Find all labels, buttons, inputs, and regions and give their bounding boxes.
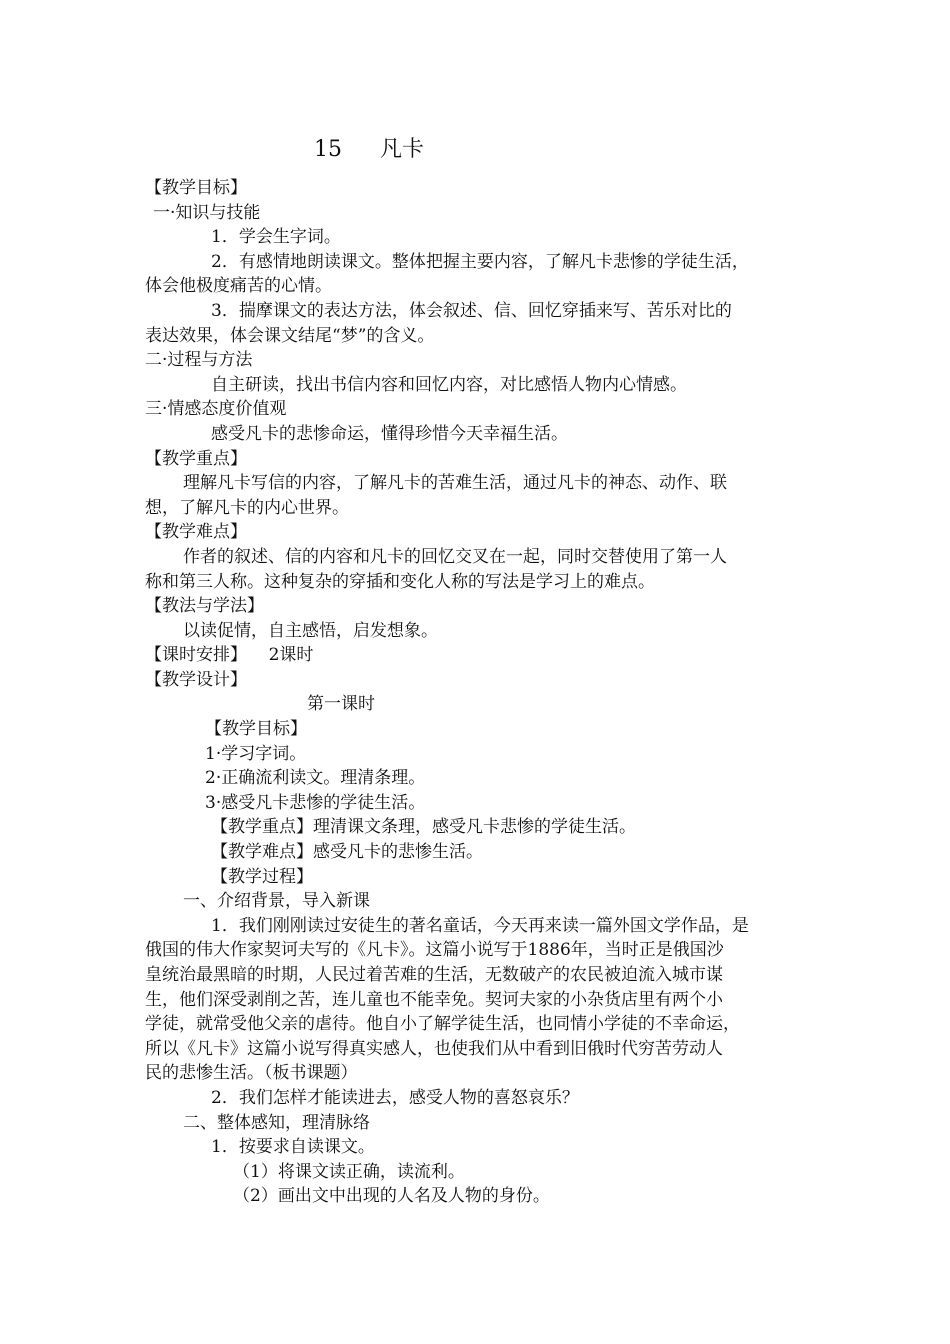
- text-line: 体会他极度痛苦的心情。: [145, 276, 332, 297]
- text-line: 俄国的伟大作家契诃夫写的《凡卡》。这篇小说写于1886年，当时正是俄国沙: [145, 940, 724, 961]
- text-line: 想，了解凡卡的内心世界。: [145, 497, 349, 518]
- document-body: [145, 176, 807, 1209]
- text-line: 感受凡卡的悲惨命运，懂得珍惜今天幸福生活。: [211, 423, 568, 444]
- text-line: 1·学习字词。: [205, 743, 307, 764]
- text-line: 【教学重点】理清课文条理，感受凡卡悲惨的学徒生活。: [211, 817, 636, 838]
- text-line: 学徒，就常受他父亲的虐待。他自小了解学徒生活，也同情小学徒的不幸命运，: [145, 1014, 740, 1035]
- lesson-name: 凡卡: [380, 137, 425, 162]
- section-heading: 【教学过程】: [211, 866, 313, 887]
- text-line: 自主研读，找出书信内容和回忆内容，对比感悟人物内心情感。: [211, 374, 687, 395]
- subsection-heading: 一、介绍背景，导入新课: [183, 891, 370, 912]
- text-line: 所以《凡卡》这篇小说写得真实感人，也使我们从中看到旧俄时代穷苦劳动人: [145, 1038, 723, 1059]
- section-heading: 【教学重点】: [145, 448, 247, 469]
- section-heading: 【教学难点】: [145, 522, 247, 543]
- text-line: 3·感受凡卡悲惨的学徒生活。: [205, 792, 426, 813]
- subsection-heading: 二、整体感知，理清脉络: [183, 1112, 370, 1133]
- section-heading: 【课时安排】 2课时: [145, 645, 314, 666]
- text-line: 1．我们刚刚读过安徒生的著名童话，今天再来读一篇外国文学作品，是: [211, 915, 749, 936]
- text-line: 表达效果，体会课文结尾“梦”的含义。: [145, 325, 435, 346]
- text-line: 作者的叙述、信的内容和凡卡的回忆交叉在一起，同时交替使用了第一人: [183, 546, 727, 567]
- section-heading: 【教学目标】: [145, 178, 247, 198]
- text-line: 3．揣摩课文的表达方法，体会叙述、信、回忆穿插来写、苦乐对比的: [211, 300, 732, 321]
- subsection-heading: 一·知识与技能: [153, 202, 261, 223]
- lesson-title: [314, 138, 424, 163]
- text-line: 称和第三人称。这种复杂的穿插和变化人称的写法是学习上的难点。: [145, 571, 655, 592]
- text-line: 以读促情，自主感悟，启发想象。: [183, 620, 438, 641]
- text-line: 生，他们深受剥削之苦，连儿童也不能幸免。契诃夫家的小杂货店里有两个小: [145, 989, 723, 1010]
- text-line: 2．有感情地朗读课文。整体把握主要内容，了解凡卡悲惨的学徒生活，: [211, 251, 749, 272]
- text-line: 皇统治最黑暗的时期，人民过着苦难的生活，无数破产的农民被迫流入城市谋: [145, 965, 723, 985]
- subsection-heading: 三·情感态度价值观: [145, 399, 287, 420]
- text-line: 1．按要求自读课文。: [211, 1137, 375, 1158]
- section-heading: 【教学设计】: [145, 669, 247, 690]
- text-line: 1．学会生字词。: [211, 227, 341, 248]
- subsection-heading: 二·过程与方法: [145, 350, 253, 371]
- text-line: 民的悲惨生活。（板书课题）: [145, 1063, 358, 1084]
- section-heading: 【教法与学法】: [145, 596, 264, 617]
- text-line: （1）将课文读正确，读流利。: [233, 1161, 465, 1182]
- text-line: （2）画出文中出现的人名及人物的身份。: [233, 1186, 550, 1207]
- text-line: 2．我们怎样才能读进去，感受人物的喜怒哀乐？: [211, 1087, 579, 1108]
- text-line: 2·正确流利读文。理清条理。: [205, 768, 426, 789]
- lesson-number: 15: [314, 137, 342, 162]
- period-heading: 第一课时: [307, 694, 375, 715]
- section-heading: 【教学目标】: [205, 719, 307, 740]
- text-line: 【教学难点】感受凡卡的悲惨生活。: [211, 842, 483, 863]
- text-line: 理解凡卡写信的内容，了解凡卡的苦难生活，通过凡卡的神态、动作、联: [183, 473, 727, 494]
